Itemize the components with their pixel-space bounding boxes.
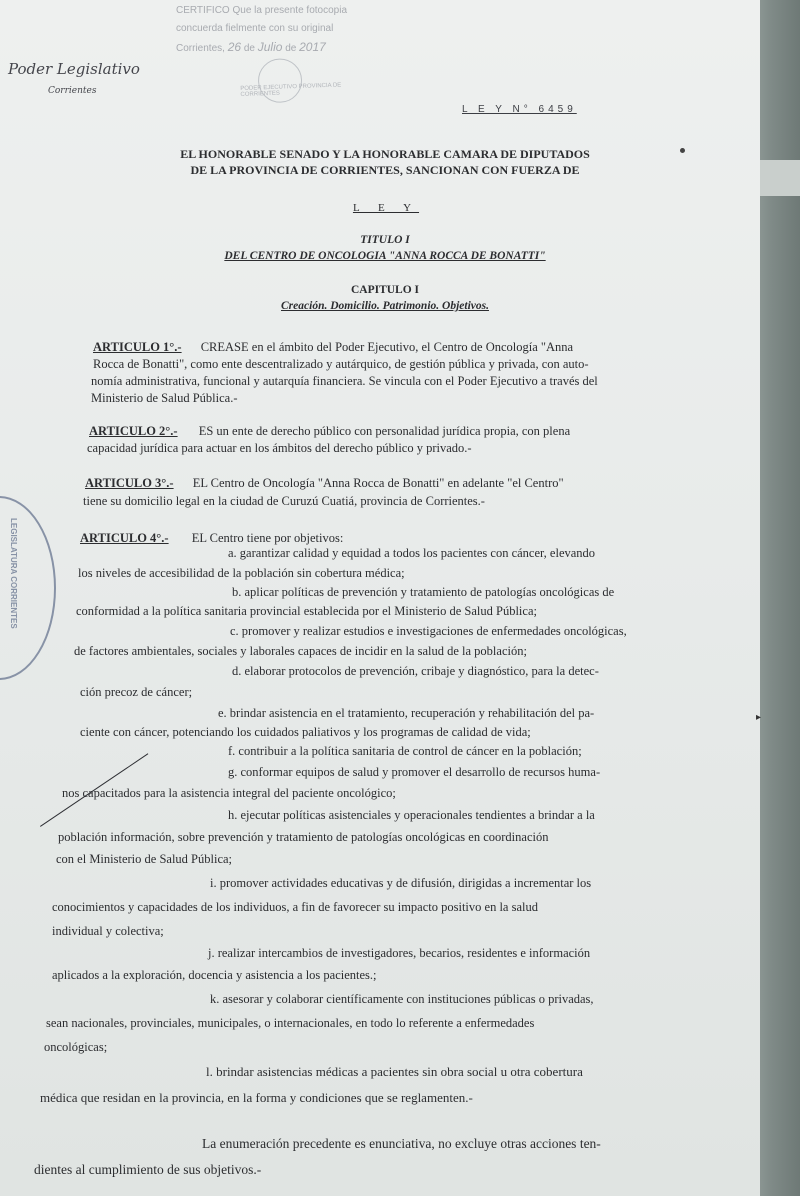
ink-mark: ▸ [756,712,762,723]
legislature-seal: LEGISLATURA CORRIENTES [0,496,56,680]
objective-b-rest: conformidad a la política sanitaria provincial establecida por el Ministerio de Salud Pública; [76,604,537,618]
objective-h-head: h. ejecutar políticas asistenciales y operacionales tendientes a brindar a la [228,808,595,822]
objective-k-rest-1: sean nacionales, provinciales, municipales, o internacionales, en todo lo referente a enfermedades [46,1016,535,1030]
objective-h-rest-2: con el Ministerio de Salud Pública; [56,852,233,866]
article-3-line-1: ARTICULO 3°.- EL Centro de Oncología "Anna Rocca de Bonatti" en adelante "el Centro" [85,476,564,490]
enacting-heading: EL HONORABLE SENADO Y LA HONORABLE CAMARA DE DIPUTADOS DE LA PROVINCIA DE CORRIENTES, SANCIONAN CON FUERZA DE [180,147,590,177]
capitulo-heading: CAPITULO I Creación. Domicilio. Patrimonio. Objetivos. [281,284,489,312]
objective-g-rest: nos capacitados para la asistencia integral del paciente oncológico; [62,786,396,800]
article-4-line-1: ARTICULO 4°.- EL Centro tiene por objetivos: [80,531,344,545]
objective-f-head: f. contribuir a la política sanitaria de control de cáncer en la población; [228,744,582,758]
objective-a-head: a. garantizar calidad y equidad a todos los pacientes con cáncer, elevando [228,546,596,560]
letterhead [8,60,140,96]
ley-title: L E Y [352,202,420,214]
letterhead-place: Corrientes [48,86,97,96]
objective-a-rest: los niveles de accesibilidad de la población sin cobertura médica; [78,566,405,580]
objective-c-head: c. promover y realizar estudios e investigaciones de enfermedades oncológicas, [230,624,627,638]
objective-k-head: k. asesorar y colaborar científicamente con instituciones públicas o privadas, [210,992,594,1006]
objective-k-rest-2: oncológicas; [44,1040,108,1054]
objective-b-head: b. aplicar políticas de prevención y tratamiento de patologías oncológicas de [232,585,615,599]
objective-j-head: j. realizar intercambios de investigadores, becarios, residentes e información [208,946,591,960]
certification-note [176,2,416,58]
official-stamp: PODER EJECUTIVO PROVINCIA DE CORRIENTES [237,56,358,102]
objective-i-head: i. promover actividades educativas y de difusión, dirigidas a incrementar los [210,876,592,890]
objective-e-head: e. brindar asistencia en el tratamiento, recuperación y rehabilitación del pa- [218,706,595,720]
objective-e-rest: ciente con cáncer, potenciando los cuidados paliativos y los programas de calidad de vida; [80,725,531,739]
objective-g-head: g. conformar equipos de salud y promover el desarrollo de recursos huma- [228,765,601,779]
article-1-line-3: nomía administrativa, funcional y autarquía financiera. Se vincula con el Poder Ejecutivo a través del [91,374,598,388]
objective-l-rest: médica que residan en la provincia, en la forma y condiciones que se reglamenten.- [40,1090,473,1105]
objective-j-rest: aplicados a la exploración, docencia y asistencia a los pacientes.; [52,968,377,982]
objective-c-rest: de factores ambientales, sociales y laborales capaces de incidir en la salud de la población; [74,644,527,658]
objective-d-rest: ción precoz de cáncer; [80,685,193,699]
article-1-line-1: ARTICULO 1°.- CREASE en el ámbito del Poder Ejecutivo, el Centro de Oncología "Anna [93,340,574,354]
objective-l-head: l. brindar asistencias médicas a pacientes sin obra social u otra cobertura [206,1064,583,1079]
article-1-line-2: Rocca de Bonatti", como ente descentralizado y autárquico, de gestión pública y privada, con auto- [93,357,589,371]
letterhead-title: Poder Legislativo [8,60,140,78]
law-number: L E Y N° 6459 [462,104,577,115]
article-2-line-2: capacidad jurídica para actuar en los ámbitos del derecho público y privado.- [87,441,472,455]
certification-line-2: concuerda fielmente con su original [176,23,334,34]
objective-i-rest-2: individual y colectiva; [52,924,164,938]
certification-line-3: Corrientes, 26 de Julio de 2017 [176,40,326,54]
certification-line-1: CERTIFICO Que la presente fotocopia [176,5,348,16]
titulo-heading: TITULO I DEL CENTRO DE ONCOLOGIA "ANNA ROCCA DE BONATTI" [224,234,546,262]
article-2-line-1: ARTICULO 2°.- ES un ente de derecho público con personalidad jurídica propia, con plena [89,424,571,438]
article-3-line-2: tiene su domicilio legal en la ciudad de Curuzú Cuatiá, provincia de Corrientes.- [83,494,485,508]
closing-line-2: dientes al cumplimiento de sus objetivos.- [34,1162,262,1177]
objective-i-rest-1: conocimientos y capacidades de los individuos, a fin de favorecer su impacto positivo en la salud [52,900,538,914]
objective-h-rest-1: población información, sobre prevención y tratamiento de patologías oncológicas en coordinación [58,830,549,844]
article-1-line-4: Ministerio de Salud Pública.- [91,391,238,405]
objective-d-head: d. elaborar protocolos de prevención, cribaje y diagnóstico, para la detec- [232,664,599,678]
closing-line-1: La enumeración precedente es enunciativa, no excluye otras acciones ten- [202,1136,601,1151]
